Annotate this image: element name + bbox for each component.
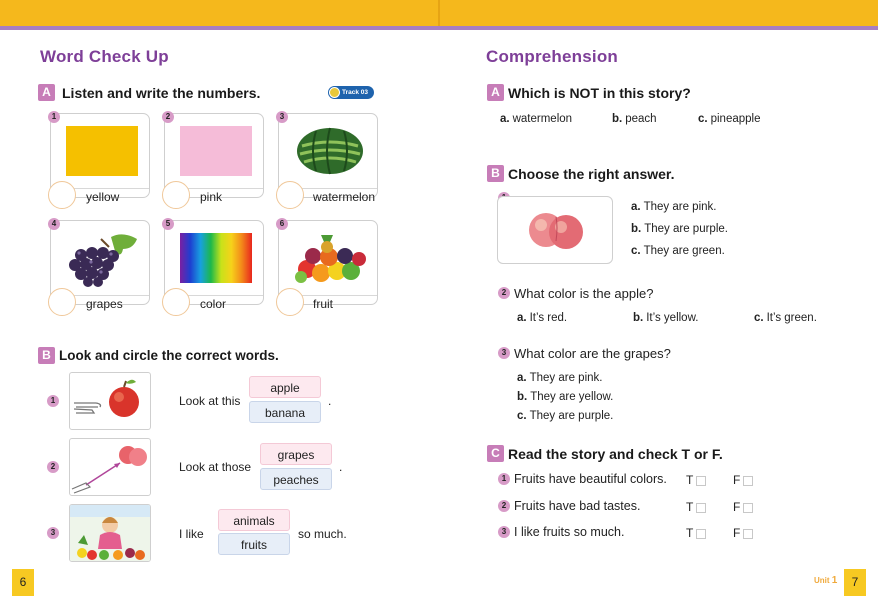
statement-number: 3 (498, 526, 510, 538)
option-c[interactable]: c. pineapple (698, 113, 761, 125)
answer-circle-6[interactable] (276, 288, 304, 316)
card-number: 3 (276, 111, 288, 123)
sentence-suffix: so much. (298, 527, 347, 541)
peaches-picture (497, 196, 613, 264)
sentence-suffix: . (328, 394, 332, 408)
left-page-number: 6 (12, 569, 34, 596)
q2-option-c[interactable]: c. It’s green. (754, 312, 817, 324)
comp-section-a-title: Which is NOT in this story? (508, 85, 691, 101)
question-text: What color are the grapes? (514, 346, 671, 361)
card-label: pink (200, 190, 223, 204)
answer-circle-4[interactable] (48, 288, 76, 316)
yellow-swatch (66, 126, 138, 176)
comp-section-c-badge: C (487, 445, 504, 462)
card-number: 4 (48, 218, 60, 230)
card-label: fruit (313, 297, 334, 311)
fruit-pile-image (291, 231, 369, 287)
true-checkbox[interactable]: T (686, 526, 706, 540)
answer-circle-1[interactable] (48, 181, 76, 209)
checkbox-icon (743, 476, 753, 486)
hand-peaches-image (70, 439, 151, 496)
book-spine (438, 0, 440, 26)
peaches-image (498, 197, 613, 264)
unit-label: Unit 1 (814, 575, 838, 586)
checkbox-icon (696, 529, 706, 539)
sentence-prefix: Look at this (179, 394, 241, 408)
card-number: 2 (162, 111, 174, 123)
q3-option-c[interactable]: c. They are purple. (517, 410, 614, 422)
card-number: 1 (48, 111, 60, 123)
option-fruits[interactable]: fruits (218, 533, 290, 555)
q2-option-a[interactable]: a. It’s red. (517, 312, 568, 324)
hand-apple-image (70, 373, 151, 430)
cd-icon (329, 87, 340, 98)
right-page-title: Comprehension (486, 47, 619, 66)
statement-text: Fruits have beautiful colors. (514, 472, 667, 486)
track-button[interactable] (328, 86, 374, 99)
option-banana[interactable]: banana (249, 401, 321, 423)
section-b-title: Look and circle the correct words. (59, 348, 279, 363)
statement-number: 1 (498, 473, 510, 485)
false-checkbox[interactable]: F (733, 500, 753, 514)
watermelon-image (294, 124, 366, 178)
pointing-peaches-picture (69, 438, 151, 496)
comp-section-b-title: Choose the right answer. (508, 166, 675, 182)
option-apple[interactable]: apple (249, 376, 321, 398)
rainbow-swatch (180, 233, 252, 283)
section-a-title: Listen and write the numbers. (62, 85, 261, 101)
false-checkbox[interactable]: F (733, 526, 753, 540)
checkbox-icon (696, 503, 706, 513)
question-number: 2 (498, 287, 510, 299)
pointing-apple-picture (69, 372, 151, 430)
option-b[interactable]: b. peach (612, 113, 657, 125)
card-label: yellow (86, 190, 120, 204)
grapes-image (61, 229, 143, 287)
pink-swatch (180, 126, 252, 176)
checkbox-icon (743, 529, 753, 539)
girl-fruits-picture (69, 504, 151, 562)
option-grapes[interactable]: grapes (260, 443, 332, 465)
card-label: grapes (86, 297, 123, 311)
section-b-badge: B (38, 347, 55, 364)
option-a[interactable]: a. watermelon (500, 113, 573, 125)
option-peaches[interactable]: peaches (260, 468, 332, 490)
unit-number: 1 (831, 575, 838, 586)
comp-section-b-badge: B (487, 165, 504, 182)
q3-option-b[interactable]: b. They are yellow. (517, 391, 614, 403)
statement-number: 2 (498, 500, 510, 512)
true-checkbox[interactable]: T (686, 473, 706, 487)
card-label: color (200, 297, 227, 311)
statement-text: I like fruits so much. (514, 525, 625, 539)
left-page-title: Word Check Up (40, 47, 169, 66)
checkbox-icon (743, 503, 753, 513)
q1-option-b[interactable]: b. They are purple. (631, 223, 728, 235)
answer-circle-2[interactable] (162, 181, 190, 209)
card-label: watermelon (313, 190, 376, 204)
row-number: 2 (47, 461, 59, 473)
answer-circle-5[interactable] (162, 288, 190, 316)
comp-section-c-title: Read the story and check T or F. (508, 446, 723, 462)
statement-text: Fruits have bad tastes. (514, 499, 641, 513)
q3-option-a[interactable]: a. They are pink. (517, 372, 603, 384)
card-number: 6 (276, 218, 288, 230)
row-number: 3 (47, 527, 59, 539)
question-number: 3 (498, 347, 510, 359)
header-stripe (0, 26, 878, 30)
card-number: 5 (162, 218, 174, 230)
checkbox-icon (696, 476, 706, 486)
sentence-prefix: Look at those (179, 460, 252, 474)
question-text: What color is the apple? (514, 286, 654, 301)
girl-with-fruits-image (70, 505, 151, 562)
row-number: 1 (47, 395, 59, 407)
sentence-prefix: I like (179, 527, 204, 541)
q1-option-c[interactable]: c. They are green. (631, 245, 725, 257)
right-page-number: 7 (844, 569, 866, 596)
false-checkbox[interactable]: F (733, 473, 753, 487)
comp-section-a-badge: A (487, 84, 504, 101)
track-label: Track 03 (342, 89, 369, 96)
true-checkbox[interactable]: T (686, 500, 706, 514)
sentence-suffix: . (339, 460, 343, 474)
q2-option-b[interactable]: b. It’s yellow. (633, 312, 699, 324)
option-animals[interactable]: animals (218, 509, 290, 531)
q1-option-a[interactable]: a. They are pink. (631, 201, 717, 213)
answer-circle-3[interactable] (276, 181, 304, 209)
section-a-badge: A (38, 84, 55, 101)
